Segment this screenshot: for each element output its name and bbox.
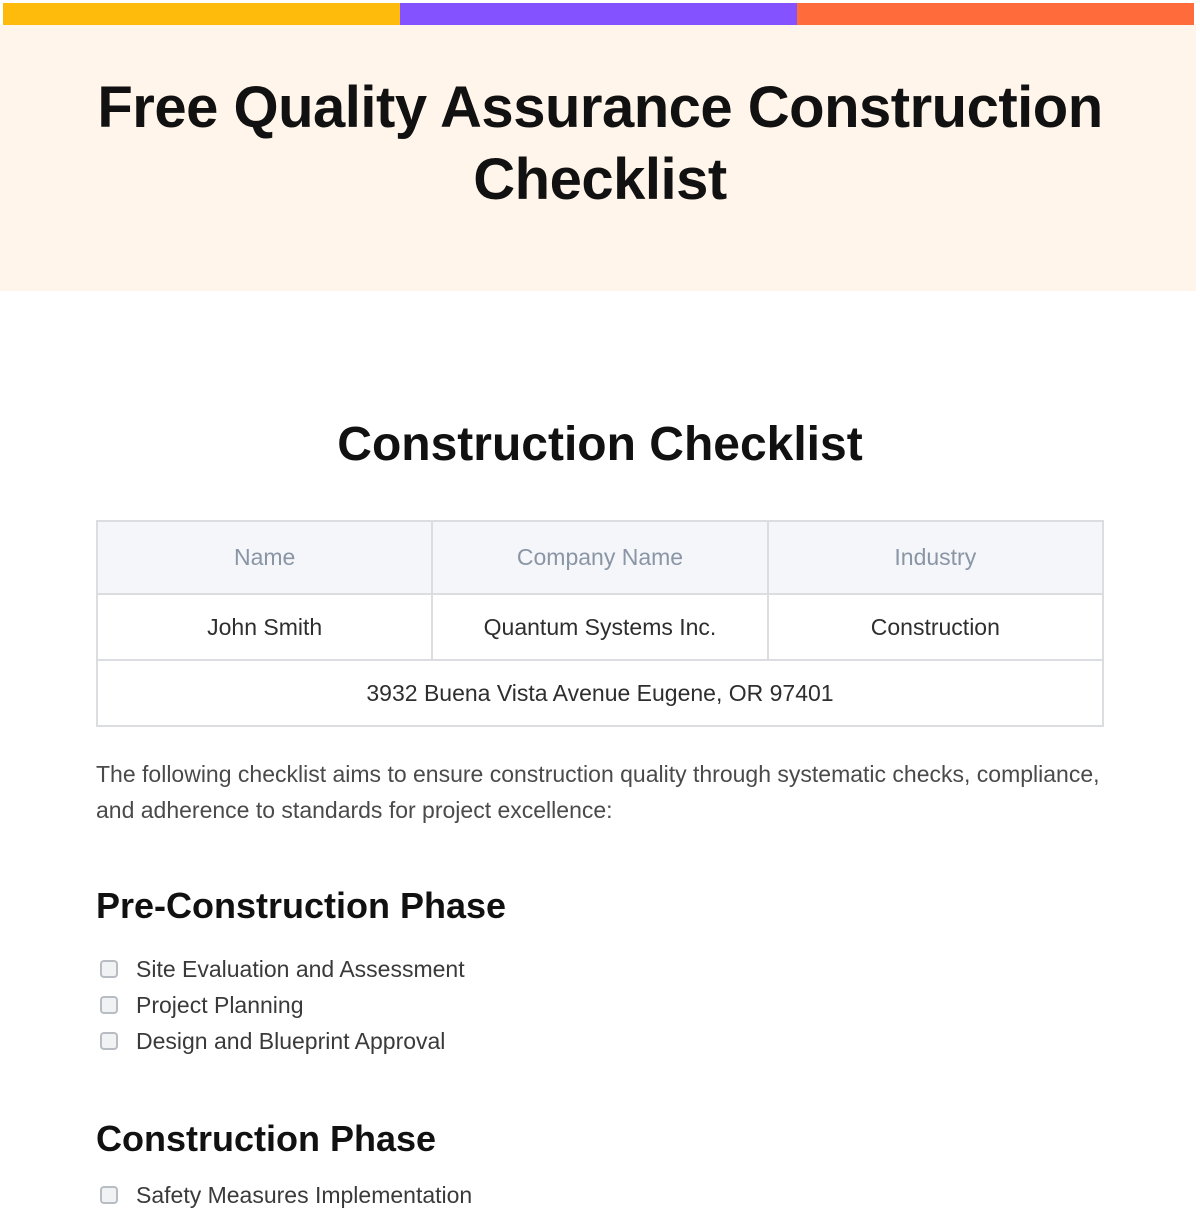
checklist-item[interactable] [100, 1177, 472, 1213]
cell-company-name: Quantum Systems Inc. [432, 594, 767, 660]
cell-address: 3932 Buena Vista Avenue Eugene, OR 97401 [97, 660, 1103, 726]
section-title-pre-construction: Pre-Construction Phase [96, 885, 507, 926]
header-name: Name [97, 521, 432, 594]
info-table-address-row [97, 660, 1103, 726]
color-stripe [3, 3, 1194, 25]
checkbox[interactable] [100, 1186, 118, 1204]
checklist-item-label: Safety Measures Implementation [136, 1181, 473, 1208]
stripe-segment-orange [797, 3, 1194, 25]
checklist-construction [100, 1177, 472, 1213]
checkbox[interactable] [100, 960, 118, 978]
section-title-construction: Construction Phase [96, 1118, 437, 1159]
stripe-segment-purple [400, 3, 797, 25]
info-table-header-row [97, 521, 1103, 594]
checklist-item[interactable] [100, 987, 465, 1023]
header-company-name: Company Name [432, 521, 767, 594]
cell-name: John Smith [97, 594, 432, 660]
header-industry: Industry [768, 521, 1103, 594]
stripe-segment-yellow [3, 3, 400, 25]
checklist-item[interactable] [100, 1023, 465, 1059]
checklist-item[interactable] [100, 951, 465, 987]
cell-industry: Construction [768, 594, 1103, 660]
info-table-row [97, 594, 1103, 660]
checkbox[interactable] [100, 996, 118, 1014]
checklist-title: Construction Checklist [337, 418, 863, 471]
checklist-item-label: Design and Blueprint Approval [136, 1027, 446, 1054]
checklist-item-label: Project Planning [136, 991, 304, 1018]
checklist-pre-construction [100, 951, 465, 1059]
intro-paragraph: The following checklist aims to ensure construction quality through systematic checks, compliance, and adherence to standards for project excellence: [96, 761, 1100, 823]
document-title: Free Quality Assurance Construction Checklist [97, 75, 1103, 212]
checklist-item-label: Site Evaluation and Assessment [136, 955, 465, 982]
checkbox[interactable] [100, 1032, 118, 1050]
info-table [96, 520, 1104, 727]
